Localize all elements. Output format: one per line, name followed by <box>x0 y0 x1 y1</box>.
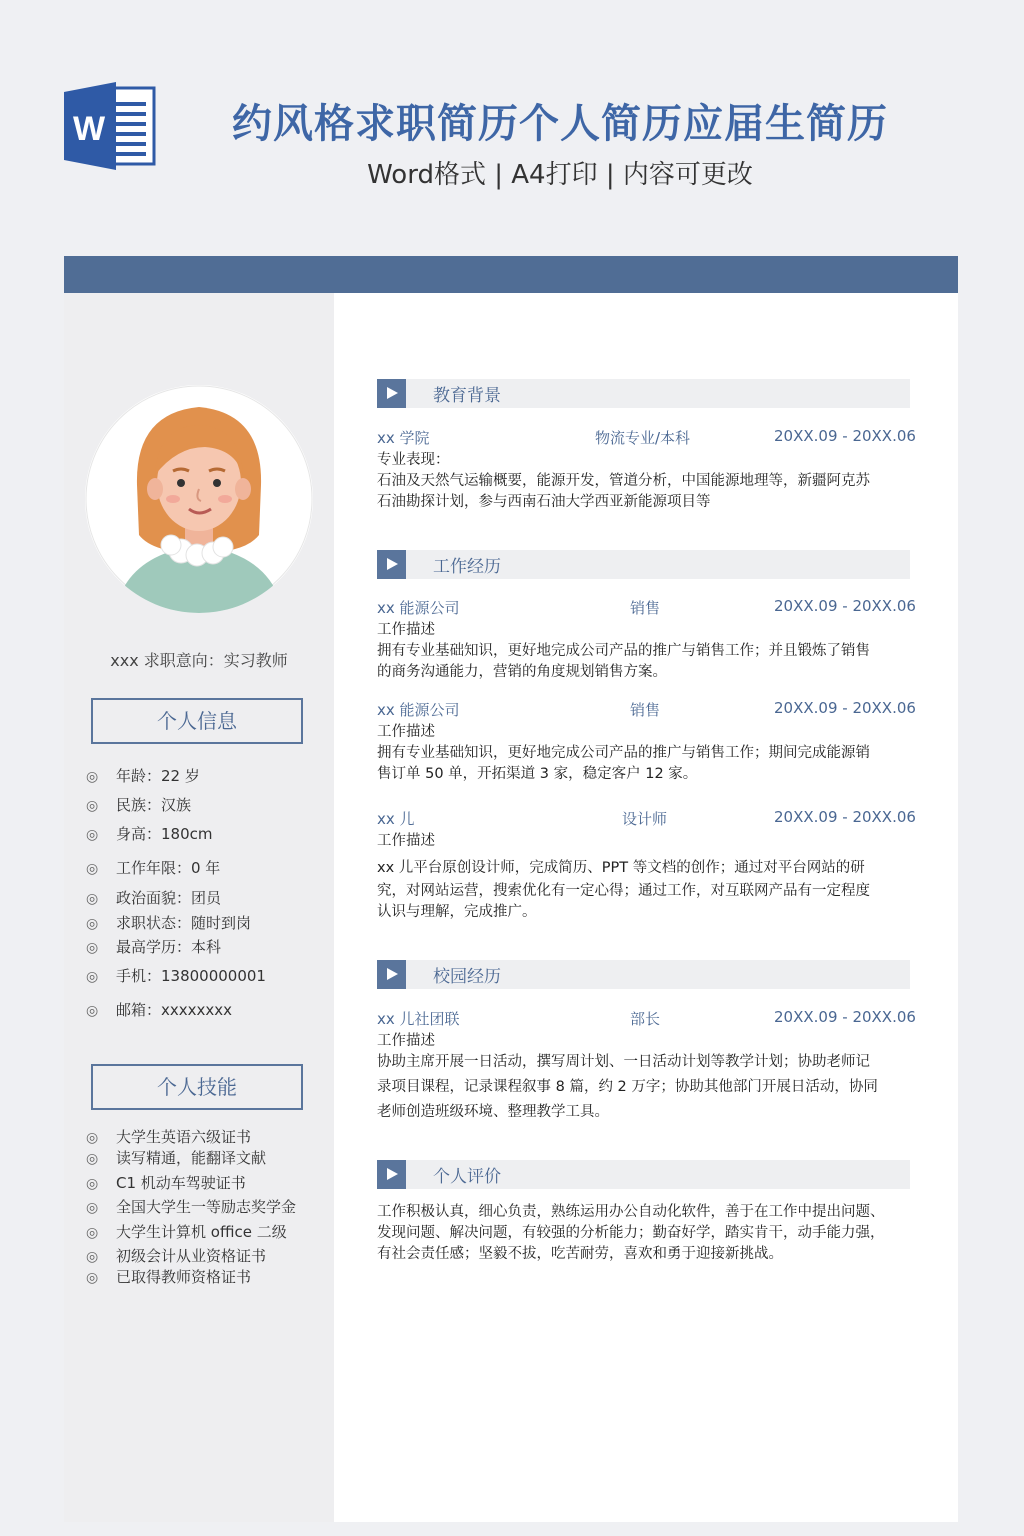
text-line: 工作描述 <box>377 622 435 638</box>
info-ethnicity: 民族：汉族 <box>116 796 192 814</box>
list-item <box>86 823 213 844</box>
bullet-icon: ◎ <box>86 940 99 956</box>
bullet-icon: ◎ <box>86 969 99 985</box>
skill-item: 大学生英语六级证书 <box>116 1128 252 1146</box>
info-height: 身高：180cm <box>116 825 213 843</box>
text-line: 石油勘探计划，参与西南石油大学西亚新能源项目等 <box>377 494 711 510</box>
text-line: 有社会责任感；坚毅不拔，吃苦耐劳，喜欢和勇于迎接新挑战。 <box>377 1246 783 1262</box>
text-line: 认识与理解，完成推广。 <box>377 904 537 920</box>
campus-entry-text <box>377 1031 917 1123</box>
work-entry-header <box>377 808 916 828</box>
evaluation-text <box>377 1202 917 1265</box>
avatar-illustration-icon <box>85 385 313 613</box>
info-status: 求职状态：随时到岗 <box>116 914 252 932</box>
entry-date: 20XX.09 - 20XX.06 <box>774 808 916 826</box>
list-item <box>86 887 221 908</box>
entry-role: 物流专业/本科 <box>595 429 691 447</box>
play-arrow-icon <box>377 1160 406 1189</box>
skill-item: 初级会计从业资格证书 <box>116 1247 267 1265</box>
bullet-icon: ◎ <box>86 1200 99 1216</box>
entry-role: 销售 <box>630 599 661 617</box>
list-item <box>86 965 266 986</box>
text-line: 工作描述 <box>377 724 435 740</box>
banner-subtitle: Word格式 | A4打印 | 内容可更改 <box>367 160 753 190</box>
section-title: 校园经历 <box>433 967 501 987</box>
entry-role: 销售 <box>630 701 661 719</box>
section-work-header <box>377 550 910 579</box>
skills-heading: 个人技能 <box>91 1064 303 1110</box>
entry-date: 20XX.09 - 20XX.06 <box>774 1008 916 1026</box>
list-item <box>86 1266 251 1287</box>
info-political: 政治面貌：团员 <box>116 889 222 907</box>
section-title: 工作经历 <box>433 557 501 577</box>
text-line: 究，对网站运营，搜索优化有一定心得；通过工作，对互联网产品有一定程度 <box>377 883 870 899</box>
entry-date: 20XX.09 - 20XX.06 <box>774 597 916 615</box>
word-icon-letter: W <box>72 110 106 148</box>
entry-org: xx 学院 <box>377 429 430 447</box>
skill-item: 读写精通，能翻译文献 <box>116 1149 267 1167</box>
bullet-icon: ◎ <box>86 769 99 785</box>
play-arrow-icon <box>377 379 406 408</box>
bullet-icon: ◎ <box>86 1270 99 1286</box>
bullet-icon: ◎ <box>86 861 99 877</box>
work-entry-header <box>377 699 916 719</box>
list-item <box>86 1196 296 1217</box>
list-item <box>86 936 221 957</box>
entry-date: 20XX.09 - 20XX.06 <box>774 699 916 717</box>
entry-org: xx 儿社团联 <box>377 1010 460 1028</box>
info-email: 邮箱：xxxxxxxx <box>116 1001 233 1019</box>
education-entry-text <box>377 450 917 513</box>
text-line: 的商务沟通能力，营销的角度规划销售方案。 <box>377 664 667 680</box>
bullet-icon: ◎ <box>86 798 99 814</box>
list-item <box>86 1126 251 1147</box>
work-entry-text <box>377 722 917 785</box>
list-item <box>86 999 232 1020</box>
list-item <box>86 1147 266 1168</box>
text-line: 录项目课程，记录课程叙事 8 篇，约 2 万字；协助其他部门开展日活动，协同 <box>377 1079 878 1095</box>
text-line: 发现问题、解决问题，有较强的分析能力；勤奋好学，踏实肯干，动手能力强， <box>377 1225 885 1241</box>
section-title: 个人评价 <box>433 1167 501 1187</box>
entry-org: xx 能源公司 <box>377 599 460 617</box>
list-item <box>86 912 251 933</box>
skill-item: C1 机动车驾驶证书 <box>116 1174 246 1192</box>
word-doc-icon <box>64 82 156 170</box>
list-item <box>86 857 220 878</box>
list-item <box>86 1172 246 1193</box>
list-item <box>86 1245 266 1266</box>
bullet-icon: ◎ <box>86 827 99 843</box>
text-line: 工作描述 <box>377 833 435 849</box>
bullet-icon: ◎ <box>86 1249 99 1265</box>
resume-top-bar <box>64 256 958 293</box>
list-item <box>86 765 200 786</box>
bullet-icon: ◎ <box>86 1176 99 1192</box>
text-line: 协助主席开展一日活动，撰写周计划、一日活动计划等教学计划；协助老师记 <box>377 1054 870 1070</box>
text-line: 专业表现： <box>377 452 450 468</box>
section-campus-header <box>377 960 910 989</box>
entry-role: 部长 <box>630 1010 661 1028</box>
text-line: 老师创造班级环境、整理教学工具。 <box>377 1104 609 1120</box>
list-item <box>86 794 191 815</box>
bullet-icon: ◎ <box>86 891 99 907</box>
text-line: 拥有专业基础知识，更好地完成公司产品的推广与销售工作；期间完成能源销 <box>377 745 870 761</box>
bullet-icon: ◎ <box>86 1003 99 1019</box>
section-title: 教育背景 <box>433 386 501 406</box>
text-line: 售订单 50 单，开拓渠道 3 家，稳定客户 12 家。 <box>377 766 698 782</box>
info-age: 年龄：22 岁 <box>116 767 200 785</box>
list-item <box>86 1221 287 1242</box>
text-line: 石油及天然气运输概要，能源开发，管道分析，中国能源地理等，新疆阿克苏 <box>377 473 870 489</box>
entry-date: 20XX.09 - 20XX.06 <box>774 427 916 445</box>
skill-item: 大学生计算机 office 二级 <box>116 1223 287 1241</box>
play-arrow-icon <box>377 960 406 989</box>
skill-item: 全国大学生一等励志奖学金 <box>116 1198 297 1216</box>
banner-title: 约风格求职简历个人简历应届生简历 <box>232 101 888 147</box>
section-education-header <box>377 379 910 408</box>
campus-entry-header <box>377 1008 916 1028</box>
section-evaluation-header <box>377 1160 910 1189</box>
job-intent: xxx 求职意向：实习教师 <box>110 651 288 670</box>
info-work-years: 工作年限：0 年 <box>116 859 221 877</box>
bullet-icon: ◎ <box>86 916 99 932</box>
info-education: 最高学历：本科 <box>116 938 222 956</box>
bullet-icon: ◎ <box>86 1130 99 1146</box>
play-arrow-icon <box>377 550 406 579</box>
text-line: 工作积极认真，细心负责，熟练运用办公自动化软件，善于在工作中提出问题、 <box>377 1204 885 1220</box>
entry-org: xx 儿 <box>377 810 415 828</box>
work-entry-text <box>377 831 917 923</box>
work-entry-header <box>377 597 916 617</box>
bullet-icon: ◎ <box>86 1225 99 1241</box>
education-entry-header <box>377 427 916 447</box>
avatar <box>85 385 313 613</box>
skill-item: 已取得教师资格证书 <box>116 1268 252 1286</box>
personal-info-heading: 个人信息 <box>91 698 303 744</box>
info-phone: 手机：13800000001 <box>116 967 266 985</box>
bullet-icon: ◎ <box>86 1151 99 1167</box>
text-line: 拥有专业基础知识，更好地完成公司产品的推广与销售工作；并且锻炼了销售 <box>377 643 870 659</box>
text-line: 工作描述 <box>377 1033 435 1049</box>
text-line: xx 儿平台原创设计师，完成简历、PPT 等文档的创作；通过对平台网站的研 <box>377 860 865 876</box>
entry-role: 设计师 <box>622 810 668 828</box>
work-entry-text <box>377 620 917 683</box>
entry-org: xx 能源公司 <box>377 701 460 719</box>
